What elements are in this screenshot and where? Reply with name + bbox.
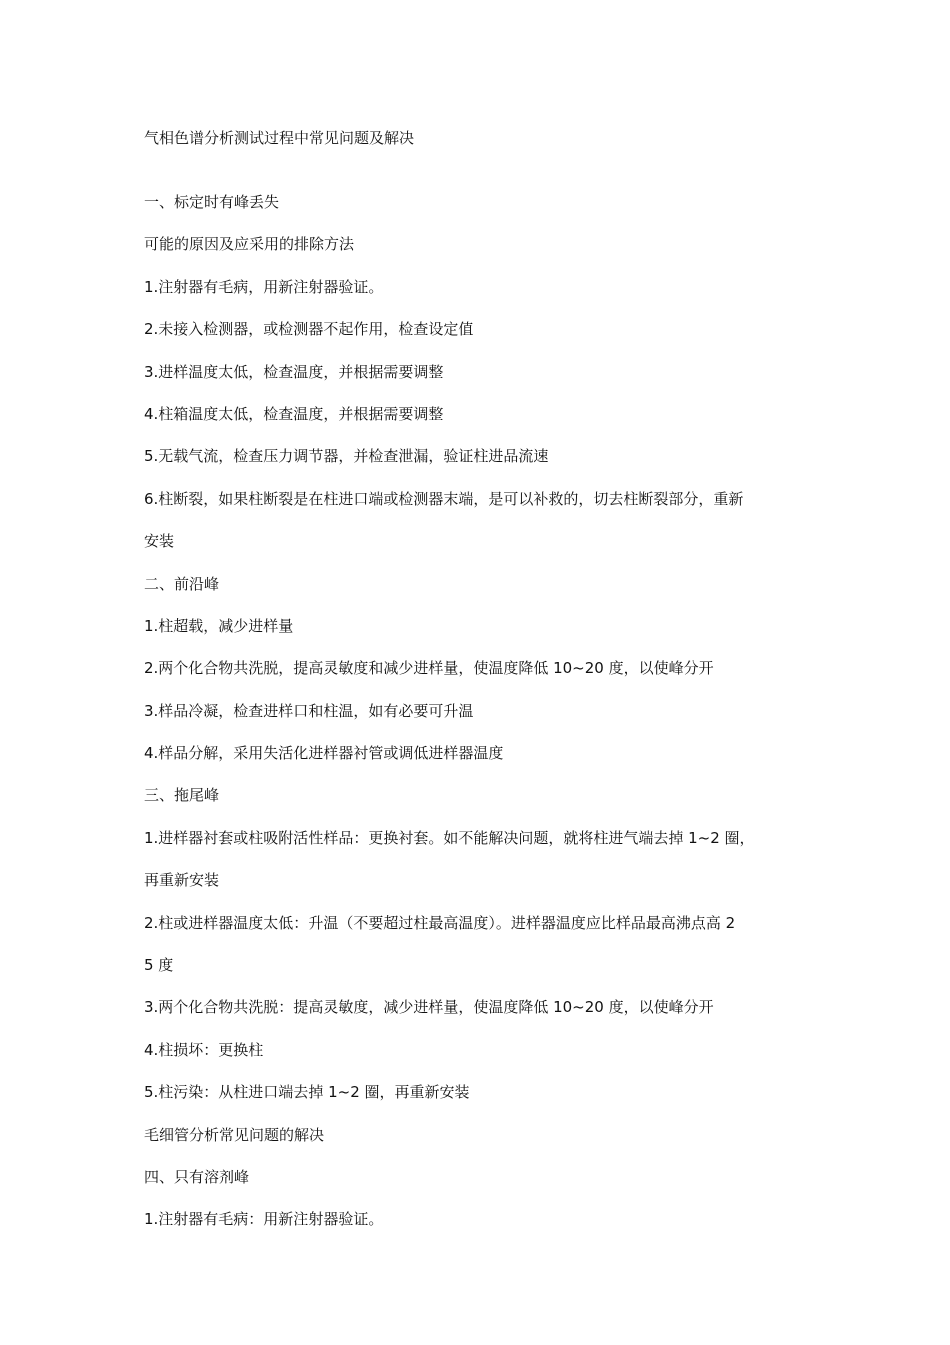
line-item-3-1-cont: 再重新安装 [144, 871, 220, 890]
document-title: 气相色谱分析测试过程中常见问题及解决 [144, 129, 415, 147]
line-section-2-heading: 二、前沿峰 [144, 574, 220, 593]
document-content [144, 126, 814, 1250]
line-item-4-1: 1.注射器有毛病：用新注射器验证。 [144, 1210, 384, 1229]
line-section-3-heading: 三、拖尾峰 [144, 786, 220, 805]
line-item-3-4: 4.柱损坏：更换柱 [144, 1040, 264, 1059]
line-section-1-heading: 一、标定时有峰丢失 [144, 193, 280, 211]
line-section-4-heading: 四、只有溶剂峰 [144, 1167, 250, 1186]
line-item-1-5: 5.无载气流，检查压力调节器，并检查泄漏，验证柱进品流速 [144, 447, 549, 466]
line-item-1-3: 3.进样温度太低，检查温度，并根据需要调整 [144, 362, 444, 381]
line-item-2-4: 4.样品分解，采用失活化进样器衬管或调低进样器温度 [144, 744, 504, 763]
line-item-2-1: 1.柱超载，减少进样量 [144, 616, 294, 635]
line-item-1-6: 6.柱断裂，如果柱断裂是在柱进口端或检测器末端，是可以补救的，切去柱断裂部分，重新 [144, 489, 744, 508]
line-item-3-1: 1.进样器衬套或柱吸附活性样品：更换衬套。如不能解决问题，就将柱进气端去掉 1~2 圈， [144, 828, 755, 847]
line-item-3-5: 5.柱污染：从柱进口端去掉 1~2 圈，再重新安装 [144, 1083, 470, 1102]
line-item-2-2: 2.两个化合物共洗脱，提高灵敏度和减少进样量，使温度降低 10~20 度，以使峰分开 [144, 659, 714, 678]
line-item-1-4: 4.柱箱温度太低，检查温度，并根据需要调整 [144, 404, 444, 423]
line-item-3-3: 3.两个化合物共洗脱：提高灵敏度，减少进样量，使温度降低 10~20 度，以使峰分开 [144, 998, 714, 1017]
line-capillary-heading: 毛细管分析常见问题的解决 [144, 1125, 325, 1144]
line-item-1-2: 2.未接入检测器，或检测器不起作用，检查设定值 [144, 320, 474, 339]
document-body [144, 190, 814, 1231]
line-item-3-2-cont: 5 度 [144, 956, 174, 975]
line-item-3-2: 2.柱或进样器温度太低：升温（不要超过柱最高温度）。进样器温度应比样品最高沸点高 2 [144, 913, 736, 932]
line-causes-intro: 可能的原因及应采用的排除方法 [144, 235, 355, 254]
line-item-1-6-cont: 安装 [144, 532, 175, 551]
line-item-1-1: 1.注射器有毛病，用新注射器验证。 [144, 277, 384, 296]
line-item-2-3: 3.样品冷凝，检查进样口和柱温，如有必要可升温 [144, 701, 474, 720]
